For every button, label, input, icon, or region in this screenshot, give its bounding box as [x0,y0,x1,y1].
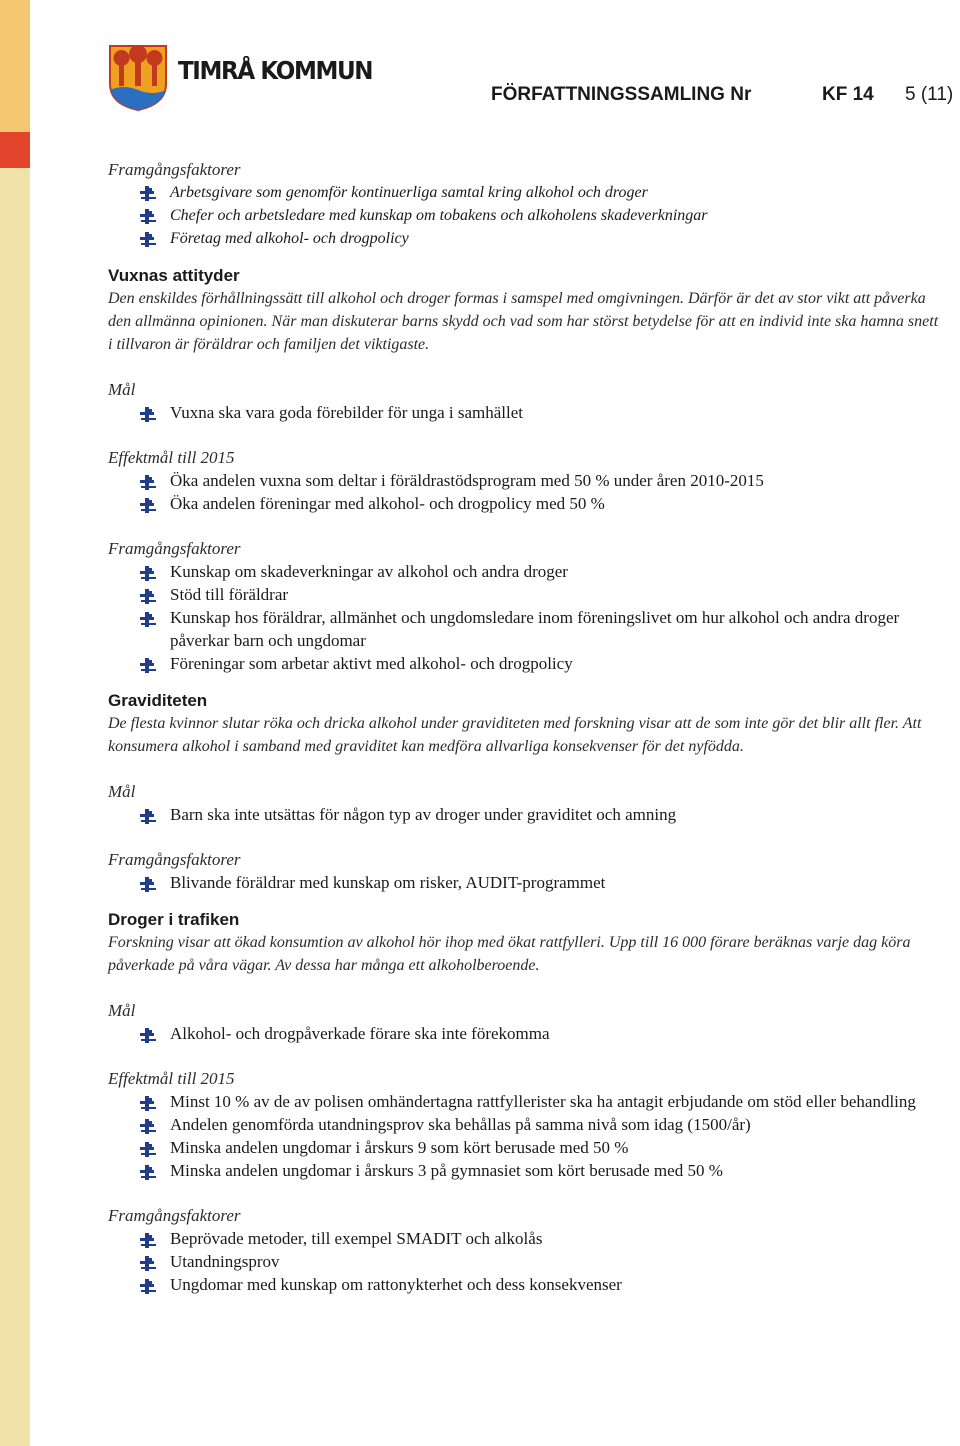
brand-name: TIMRÅ KOMMUN [178,56,373,85]
document-code: KF 14 [822,84,874,105]
list-item-text: Stöd till föräldrar [170,585,289,604]
section-label: Framgångsfaktorer [108,539,241,558]
list-item-text: Föreningar som arbetar aktivt med alkohol- och drogpolicy [170,654,573,673]
bullet-icon [140,185,156,200]
list-item-text: Arbetsgivare som genomför kontinuerliga samtal kring alkohol och droger [170,184,648,201]
section-label: Framgångsfaktorer [108,160,241,179]
bullet-list [108,871,946,894]
list-item-text: Minst 10 % av de av polisen omhändertagna rattfyllerister ska ha antagit erbjudande om stöd eller behandling [170,1092,916,1111]
list-item-text: Kunskap om skadeverkningar av alkohol och andra droger [170,562,568,581]
list-item [108,803,946,826]
side-color-band [0,0,30,1446]
list-item-text: Chefer och arbetsledare med kunskap om tobakens och alkoholens skadeverkningar [170,207,708,224]
bullet-icon [140,587,156,602]
bullet-icon [140,1277,156,1292]
section-label: Mål [108,1001,136,1020]
list-item-text: Öka andelen föreningar med alkohol- och drogpolicy med 50 % [170,494,605,513]
list-item-text: Minska andelen ungdomar i årskurs 9 som kört berusade med 50 % [170,1138,629,1157]
section-label: Framgångsfaktorer [108,1206,241,1225]
bullet-list [108,803,946,826]
list-item-text: Företag med alkohol- och drogpolicy [170,230,409,247]
section-heading: Vuxnas attityder [108,266,240,285]
list-item-text: Andelen genomförda utandningsprov ska behållas på samma nivå som idag (1500/år) [170,1115,751,1134]
list-item-text: Ungdomar med kunskap om rattonykterhet och dess konsekvenser [170,1275,622,1294]
list-item-text: Kunskap hos föräldrar, allmänhet och ungdomsledare inom föreningslivet om hur alkohol och andra droger påverkar barn och ungdomar [170,608,900,650]
list-item [108,492,946,515]
section-label: Mål [108,782,136,801]
list-item [108,560,946,583]
list-item [108,871,946,894]
section-paragraph: Den enskildes förhållningssätt till alkohol och droger formas i samspel med omgivningen. Därför är det av stor vikt att påverka den allmänna opinionen. När man diskuterar barns skydd och vad som har störst betydelse för att en individ inte ska hamna snett i tillvaron är föräldrar och familjen det viktigaste. [108,290,939,353]
bullet-icon [140,208,156,223]
list-item [108,1227,946,1250]
document-series: FÖRFATTNINGSSAMLING Nr [491,84,752,105]
bullet-icon [140,496,156,511]
list-item-text: Alkohol- och drogpåverkade förare ska inte förekomma [170,1024,550,1043]
bullet-icon [140,473,156,488]
section-heading: Droger i trafiken [108,910,240,929]
section-label: Framgångsfaktorer [108,850,241,869]
list-item [108,227,946,250]
list-item [108,1136,946,1159]
bullet-icon [140,231,156,246]
list-item-text: Blivande föräldrar med kunskap om risker, AUDIT-programmet [170,873,606,892]
bullet-list [108,560,946,675]
bullet-icon [140,807,156,822]
list-item [108,469,946,492]
section-label: Effektmål till 2015 [108,448,235,467]
list-item [108,1273,946,1296]
bullet-list [108,469,946,515]
list-item-text: Öka andelen vuxna som deltar i föräldrastödsprogram med 50 % under åren 2010-2015 [170,471,764,490]
list-item [108,1159,946,1182]
list-item-text: Barn ska inte utsättas för någon typ av droger under graviditet och amning [170,805,677,824]
bullet-list [108,1227,946,1296]
list-item [108,1022,946,1045]
bullet-icon [140,1094,156,1109]
section-paragraph: Forskning visar att ökad konsumtion av alkohol hör ihop med ökat rattfylleri. Upp till 16 000 förare beräknas varje dag köra påverkade på våra vägar. Av dessa har många ett alkoholberoende. [108,934,911,974]
bullet-icon [140,1140,156,1155]
bullet-icon [140,564,156,579]
list-item-text: Vuxna ska vara goda förebilder för unga i samhället [170,403,524,422]
list-item [108,606,946,652]
document-body [108,158,946,1296]
page-number: 5 (11) [905,84,954,105]
list-item [108,204,946,227]
bullet-icon [140,1163,156,1178]
section-heading: Graviditeten [108,691,208,710]
section-paragraph: De flesta kvinnor slutar röka och dricka alkohol under graviditeten med forskning visar att de som inte gör det blir allt fler. Att konsumera alkohol i samband med graviditet kan medföra allvarliga konsekvenser för det nyfödda. [108,715,922,755]
list-item [108,181,946,204]
bullet-icon [140,656,156,671]
timra-coat-of-arms-logo [108,44,168,112]
list-item-text: Utandningsprov [170,1252,280,1271]
bullet-list [108,401,946,424]
section-label: Mål [108,380,136,399]
list-item [108,652,946,675]
bullet-icon [140,1117,156,1132]
list-item [108,1090,946,1113]
bullet-list [108,1022,946,1045]
bullet-icon [140,610,156,625]
list-item [108,401,946,424]
bullet-list [108,1090,946,1182]
list-item [108,1113,946,1136]
bullet-icon [140,1254,156,1269]
list-item-text: Beprövade metoder, till exempel SMADIT och alkolås [170,1229,543,1248]
bullet-icon [140,875,156,890]
list-item [108,583,946,606]
list-item-text: Minska andelen ungdomar i årskurs 3 på gymnasiet som kört berusade med 50 % [170,1161,723,1180]
bullet-icon [140,1026,156,1041]
bullet-list [108,181,946,250]
section-label: Effektmål till 2015 [108,1069,235,1088]
list-item [108,1250,946,1273]
bullet-icon [140,1231,156,1246]
bullet-icon [140,405,156,420]
